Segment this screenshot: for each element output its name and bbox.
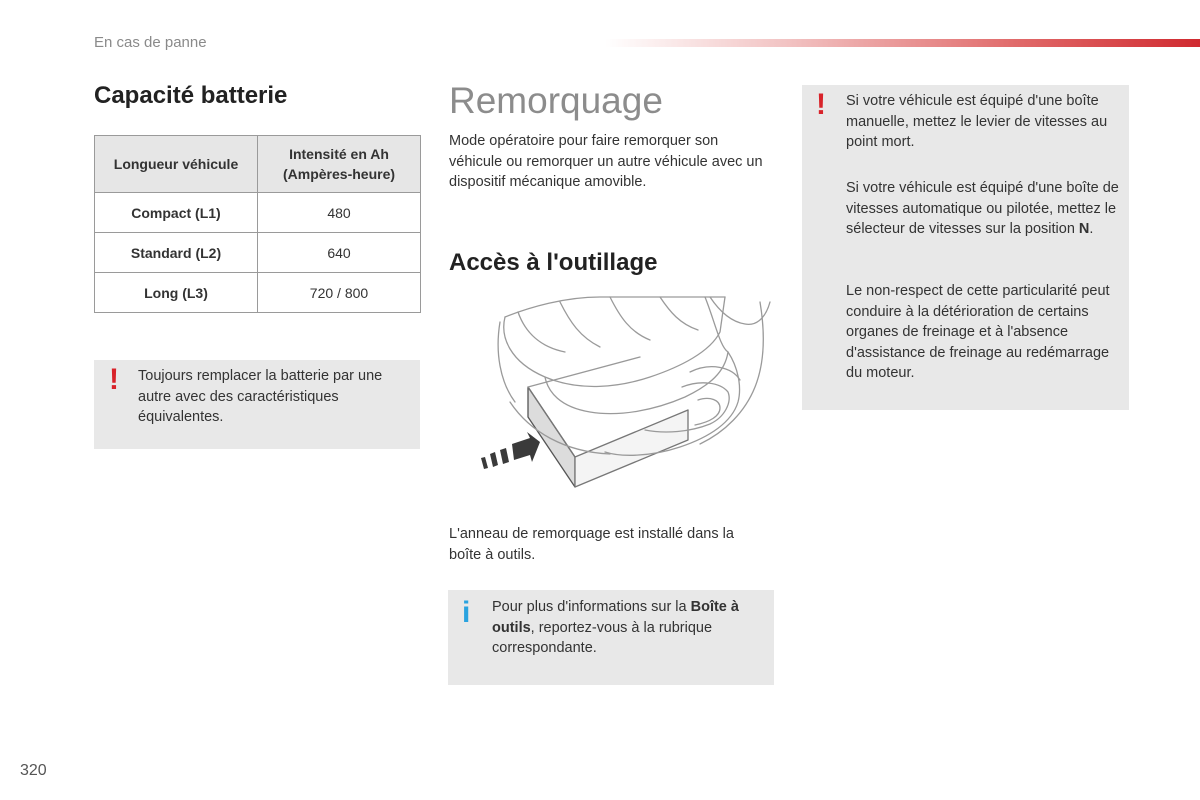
table-row — [95, 193, 421, 233]
info-icon: i — [462, 596, 471, 629]
battery-table — [94, 135, 421, 313]
page-number: 320 — [20, 762, 47, 779]
warning-paragraph-consequence: Le non-respect de cette particularité peut conduire à la détérioration de certains organes de freinage et à l'absence d'assistance de freinage au redémarrage du moteur. — [846, 283, 1110, 381]
table-row — [95, 273, 421, 313]
battery-title: Capacité batterie — [94, 82, 288, 109]
table-header-row — [95, 136, 421, 193]
info-note-text-before: Pour plus d'informations sur la — [492, 599, 691, 615]
table-cell-label: Long (L3) — [95, 273, 258, 313]
section-label: En cas de panne — [94, 34, 207, 51]
table-header-intensity-line1: Intensité en Ah — [289, 146, 389, 162]
warning-paragraph-automatic — [846, 178, 1121, 240]
table-cell-label: Standard (L2) — [95, 233, 258, 273]
table-header-intensity-line2: (Ampères-heure) — [282, 166, 396, 182]
warning-paragraph-manual: Si votre véhicule est équipé d'une boîte manuelle, mettez le levier de vitesses au point mort. — [846, 93, 1108, 150]
info-note-text — [492, 597, 754, 659]
table-cell-value: 720 / 800 — [258, 273, 421, 313]
neutral-position-label: N — [1078, 221, 1090, 237]
table-cell-value: 640 — [258, 233, 421, 273]
warning-icon: ! — [109, 363, 119, 396]
gearbox-warning-note — [802, 85, 1129, 410]
tools-access-title: Accès à l'outillage — [449, 249, 658, 276]
warning-icon: ! — [816, 88, 826, 121]
info-note — [448, 590, 774, 685]
warning-paragraph-automatic-text: Si votre véhicule est équipé d'une boîte de vitesses automatique ou pilotée, mettez le sélecteur de vitesses sur la position — [846, 180, 1119, 237]
table-row — [95, 233, 421, 273]
battery-warning-text: Toujours remplacer la batterie par une autre avec des caractéristiques équivalentes. — [138, 368, 383, 425]
table-header-intensity — [258, 136, 421, 193]
battery-warning-note — [94, 360, 420, 449]
warning-paragraph-automatic-end: . — [1089, 221, 1094, 237]
seat-toolbox-illustration — [470, 292, 780, 502]
tools-caption: L'anneau de remorquage est installé dans la boîte à outils. — [449, 526, 734, 563]
header-accent-bar — [605, 39, 1200, 47]
toolbox-reference: Boîte à outils — [492, 599, 739, 636]
table-cell-label: Compact (L1) — [95, 193, 258, 233]
table-cell-value: 480 — [258, 193, 421, 233]
info-note-text-after: , reportez-vous à la rubrique correspondante. — [492, 619, 713, 656]
table-header-length: Longueur véhicule — [95, 136, 258, 193]
towing-title: Remorquage — [449, 80, 663, 121]
towing-intro: Mode opératoire pour faire remorquer son véhicule ou remorquer un autre véhicule avec un dispositif mécanique amovible. — [449, 133, 763, 190]
